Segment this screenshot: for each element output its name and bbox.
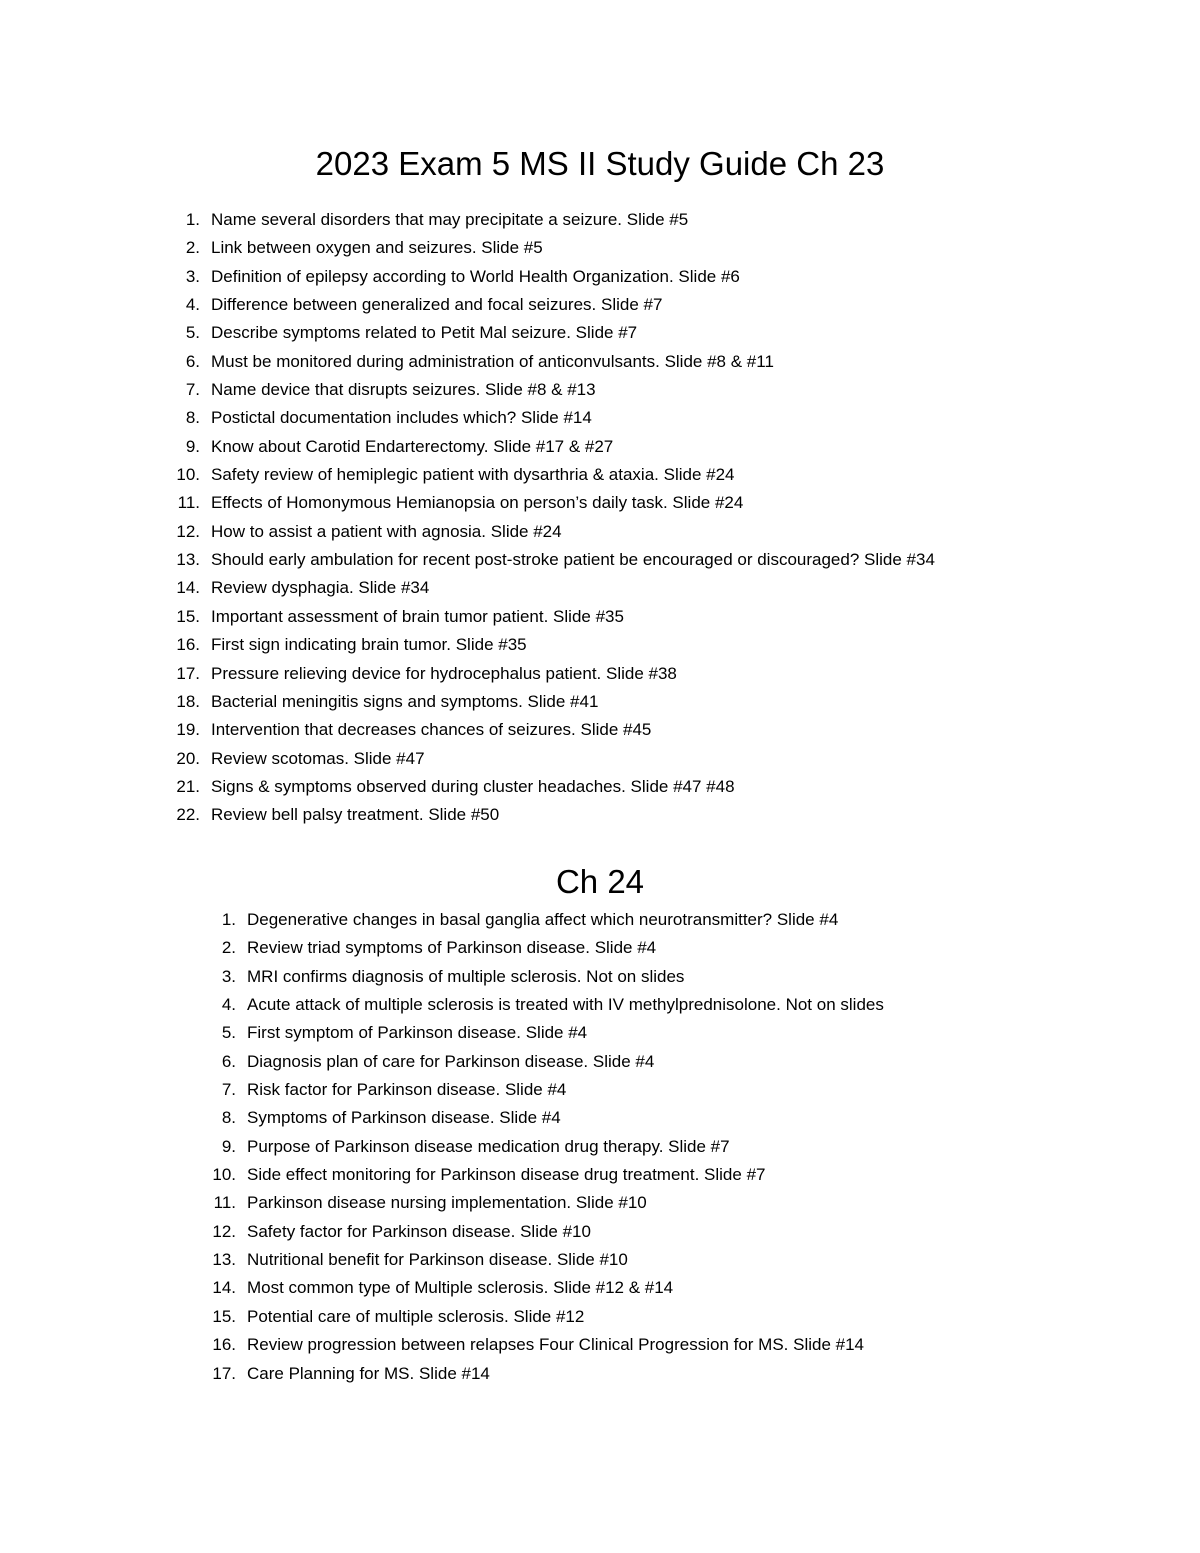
list-item-number: 4. (185, 295, 200, 315)
list-item-text: Must be monitored during administration of anticonvulsants. Slide #8 & #11 (211, 351, 774, 371)
list-item-number: 6. (185, 351, 200, 371)
list-item-text: Review bell palsy treatment. Slide #50 (211, 805, 500, 825)
list-item-number: 13. (176, 550, 200, 570)
list-item-number: 18. (176, 691, 200, 711)
list-item-text: MRI confirms diagnosis of multiple sclerosis. Not on slides (247, 966, 685, 986)
list-item-text: Risk factor for Parkinson disease. Slide #4 (247, 1080, 567, 1100)
list-item-text: Nutritional benefit for Parkinson disease. Slide #10 (247, 1250, 628, 1270)
list-item-text: Acute attack of multiple sclerosis is treated with IV methylprednisolone. Not on slides (247, 995, 884, 1015)
list-item-text: Name several disorders that may precipitate a seizure. Slide #5 (211, 210, 689, 229)
list-item (166, 1161, 1166, 1189)
list-item-number: 12. (176, 521, 200, 541)
list-item-text: Difference between generalized and focal seizures. Slide #7 (211, 295, 663, 315)
list-item (166, 688, 1166, 716)
list-item (166, 376, 1166, 404)
list-item (166, 963, 1166, 991)
list-item-text: First symptom of Parkinson disease. Slide #4 (247, 1023, 588, 1043)
list-item-text: Definition of epilepsy according to World Health Organization. Slide #6 (211, 266, 740, 286)
list-item-text: Review dysphagia. Slide #34 (211, 578, 430, 598)
list-item-number: 11. (213, 1193, 236, 1213)
list-item (166, 518, 1166, 546)
list-item-number: 22. (176, 805, 200, 825)
list-item-text: How to assist a patient with agnosia. Slide #24 (211, 521, 562, 541)
list-item-text: Intervention that decreases chances of seizures. Slide #45 (211, 720, 652, 740)
list-item-number: 3. (221, 966, 236, 986)
list-item (166, 1133, 1166, 1161)
list-item (166, 603, 1166, 631)
list-item (166, 1076, 1166, 1104)
list-item-number: 9. (221, 1136, 236, 1156)
list-item-number: 2. (221, 938, 236, 958)
list-item-text: Pressure relieving device for hydrocephalus patient. Slide #38 (211, 663, 677, 683)
list-item (166, 631, 1166, 659)
list-item (166, 1104, 1166, 1132)
list-item-text: Parkinson disease nursing implementation. Slide #10 (247, 1193, 647, 1213)
list-item-number: 20. (176, 748, 200, 768)
list-item-text: Purpose of Parkinson disease medication drug therapy. Slide #7 (247, 1136, 730, 1156)
list-item (166, 660, 1166, 688)
list-item-number: 11. (177, 493, 200, 513)
list-item-number: 15. (176, 606, 200, 626)
list-item-text: Should early ambulation for recent post-stroke patient be encouraged or discouraged? Slide #34 (211, 550, 935, 570)
list-item (166, 319, 1166, 347)
list-item-number: 17. (212, 1363, 236, 1383)
list-item-number: 12. (212, 1221, 236, 1241)
list-item (166, 348, 1166, 376)
list-item (166, 234, 1166, 262)
list-item (166, 1246, 1166, 1274)
list-item-text: Review scotomas. Slide #47 (211, 748, 425, 768)
list-item (166, 1019, 1166, 1047)
list-item-text: Review progression between relapses Four Clinical Progression for MS. Slide #14 (247, 1335, 865, 1355)
list-item (166, 1048, 1166, 1076)
list-item-number: 5. (221, 1023, 236, 1043)
list-item (166, 263, 1166, 291)
list-item (166, 1274, 1166, 1302)
list-item-number: 5. (185, 323, 200, 343)
list-item-number: 13. (212, 1250, 236, 1270)
list-item-number: 17. (176, 663, 200, 683)
list-item-number: 3. (185, 266, 200, 286)
list-item (166, 716, 1166, 744)
list-item-number: 16. (212, 1335, 236, 1355)
list-item-text: Link between oxygen and seizures. Slide #5 (211, 238, 543, 258)
list-item (166, 934, 1166, 962)
list-item-number: 19. (176, 720, 200, 740)
list-item (166, 773, 1166, 801)
list-item (166, 1189, 1166, 1217)
list-item-text: Safety review of hemiplegic patient with dysarthria & ataxia. Slide #24 (211, 465, 735, 485)
list-item (166, 291, 1166, 319)
list-item-number: 4. (221, 995, 236, 1015)
list-item (166, 991, 1166, 1019)
list-item-text: Important assessment of brain tumor patient. Slide #35 (211, 606, 624, 626)
list-item-text: Review triad symptoms of Parkinson disease. Slide #4 (247, 938, 657, 958)
list-item-text: Effects of Homonymous Hemianopsia on person’s daily task. Slide #24 (211, 493, 744, 513)
list-item-number: 2. (185, 238, 200, 258)
list-item (166, 461, 1166, 489)
list-item (166, 489, 1166, 517)
list-item (166, 1218, 1166, 1246)
list-item (166, 1331, 1166, 1359)
list-item-number: 1. (221, 910, 236, 929)
list-item (166, 433, 1166, 461)
list-item-number: 14. (212, 1278, 236, 1298)
page-title: 2023 Exam 5 MS II Study Guide Ch 23 (315, 145, 885, 182)
list-item-number: 8. (185, 408, 200, 428)
list-item-text: Most common type of Multiple sclerosis. Slide #12 & #14 (247, 1278, 674, 1298)
list-item-number: 1. (185, 210, 200, 229)
list-item-number: 21. (176, 776, 200, 796)
section-title-ch24: Ch 24 (555, 863, 645, 900)
study-questions-ch24 (166, 906, 1166, 1388)
list-item-text: Signs & symptoms observed during cluster headaches. Slide #47 #48 (211, 776, 735, 796)
list-item (166, 574, 1166, 602)
list-item-text: Degenerative changes in basal ganglia affect which neurotransmitter? Slide #4 (247, 910, 839, 929)
list-item-number: 8. (221, 1108, 236, 1128)
list-item-text: Describe symptoms related to Petit Mal seizure. Slide #7 (211, 323, 638, 343)
list-item (166, 546, 1166, 574)
list-item-number: 15. (212, 1306, 236, 1326)
list-item-number: 10. (212, 1165, 236, 1185)
list-item-number: 16. (176, 635, 200, 655)
list-item (166, 906, 1166, 934)
list-item (166, 801, 1166, 829)
list-item-number: 7. (221, 1080, 236, 1100)
list-item-text: Diagnosis plan of care for Parkinson disease. Slide #4 (247, 1051, 655, 1071)
list-item-text: Side effect monitoring for Parkinson disease drug treatment. Slide #7 (247, 1165, 766, 1185)
list-item-number: 10. (176, 465, 200, 485)
list-item-text: Symptoms of Parkinson disease. Slide #4 (247, 1108, 561, 1128)
list-item (166, 745, 1166, 773)
list-item (166, 1303, 1166, 1331)
list-item-text: Name device that disrupts seizures. Slide #8 & #13 (211, 380, 596, 400)
list-item (166, 206, 1166, 234)
list-item-number: 14. (176, 578, 200, 598)
list-item-text: Postictal documentation includes which? Slide #14 (211, 408, 592, 428)
list-item-number: 6. (221, 1051, 236, 1071)
study-questions-ch23 (166, 206, 1166, 830)
list-item-text: Know about Carotid Endarterectomy. Slide #17 & #27 (211, 436, 614, 456)
list-item-number: 7. (185, 380, 200, 400)
list-item (166, 1360, 1166, 1388)
list-item-text: Potential care of multiple sclerosis. Slide #12 (247, 1306, 585, 1326)
list-item-text: First sign indicating brain tumor. Slide #35 (211, 635, 527, 655)
list-item-number: 9. (185, 436, 200, 456)
list-item-text: Bacterial meningitis signs and symptoms. Slide #41 (211, 691, 599, 711)
list-item-text: Safety factor for Parkinson disease. Slide #10 (247, 1221, 591, 1241)
list-item-text: Care Planning for MS. Slide #14 (247, 1363, 490, 1383)
list-item (166, 404, 1166, 432)
